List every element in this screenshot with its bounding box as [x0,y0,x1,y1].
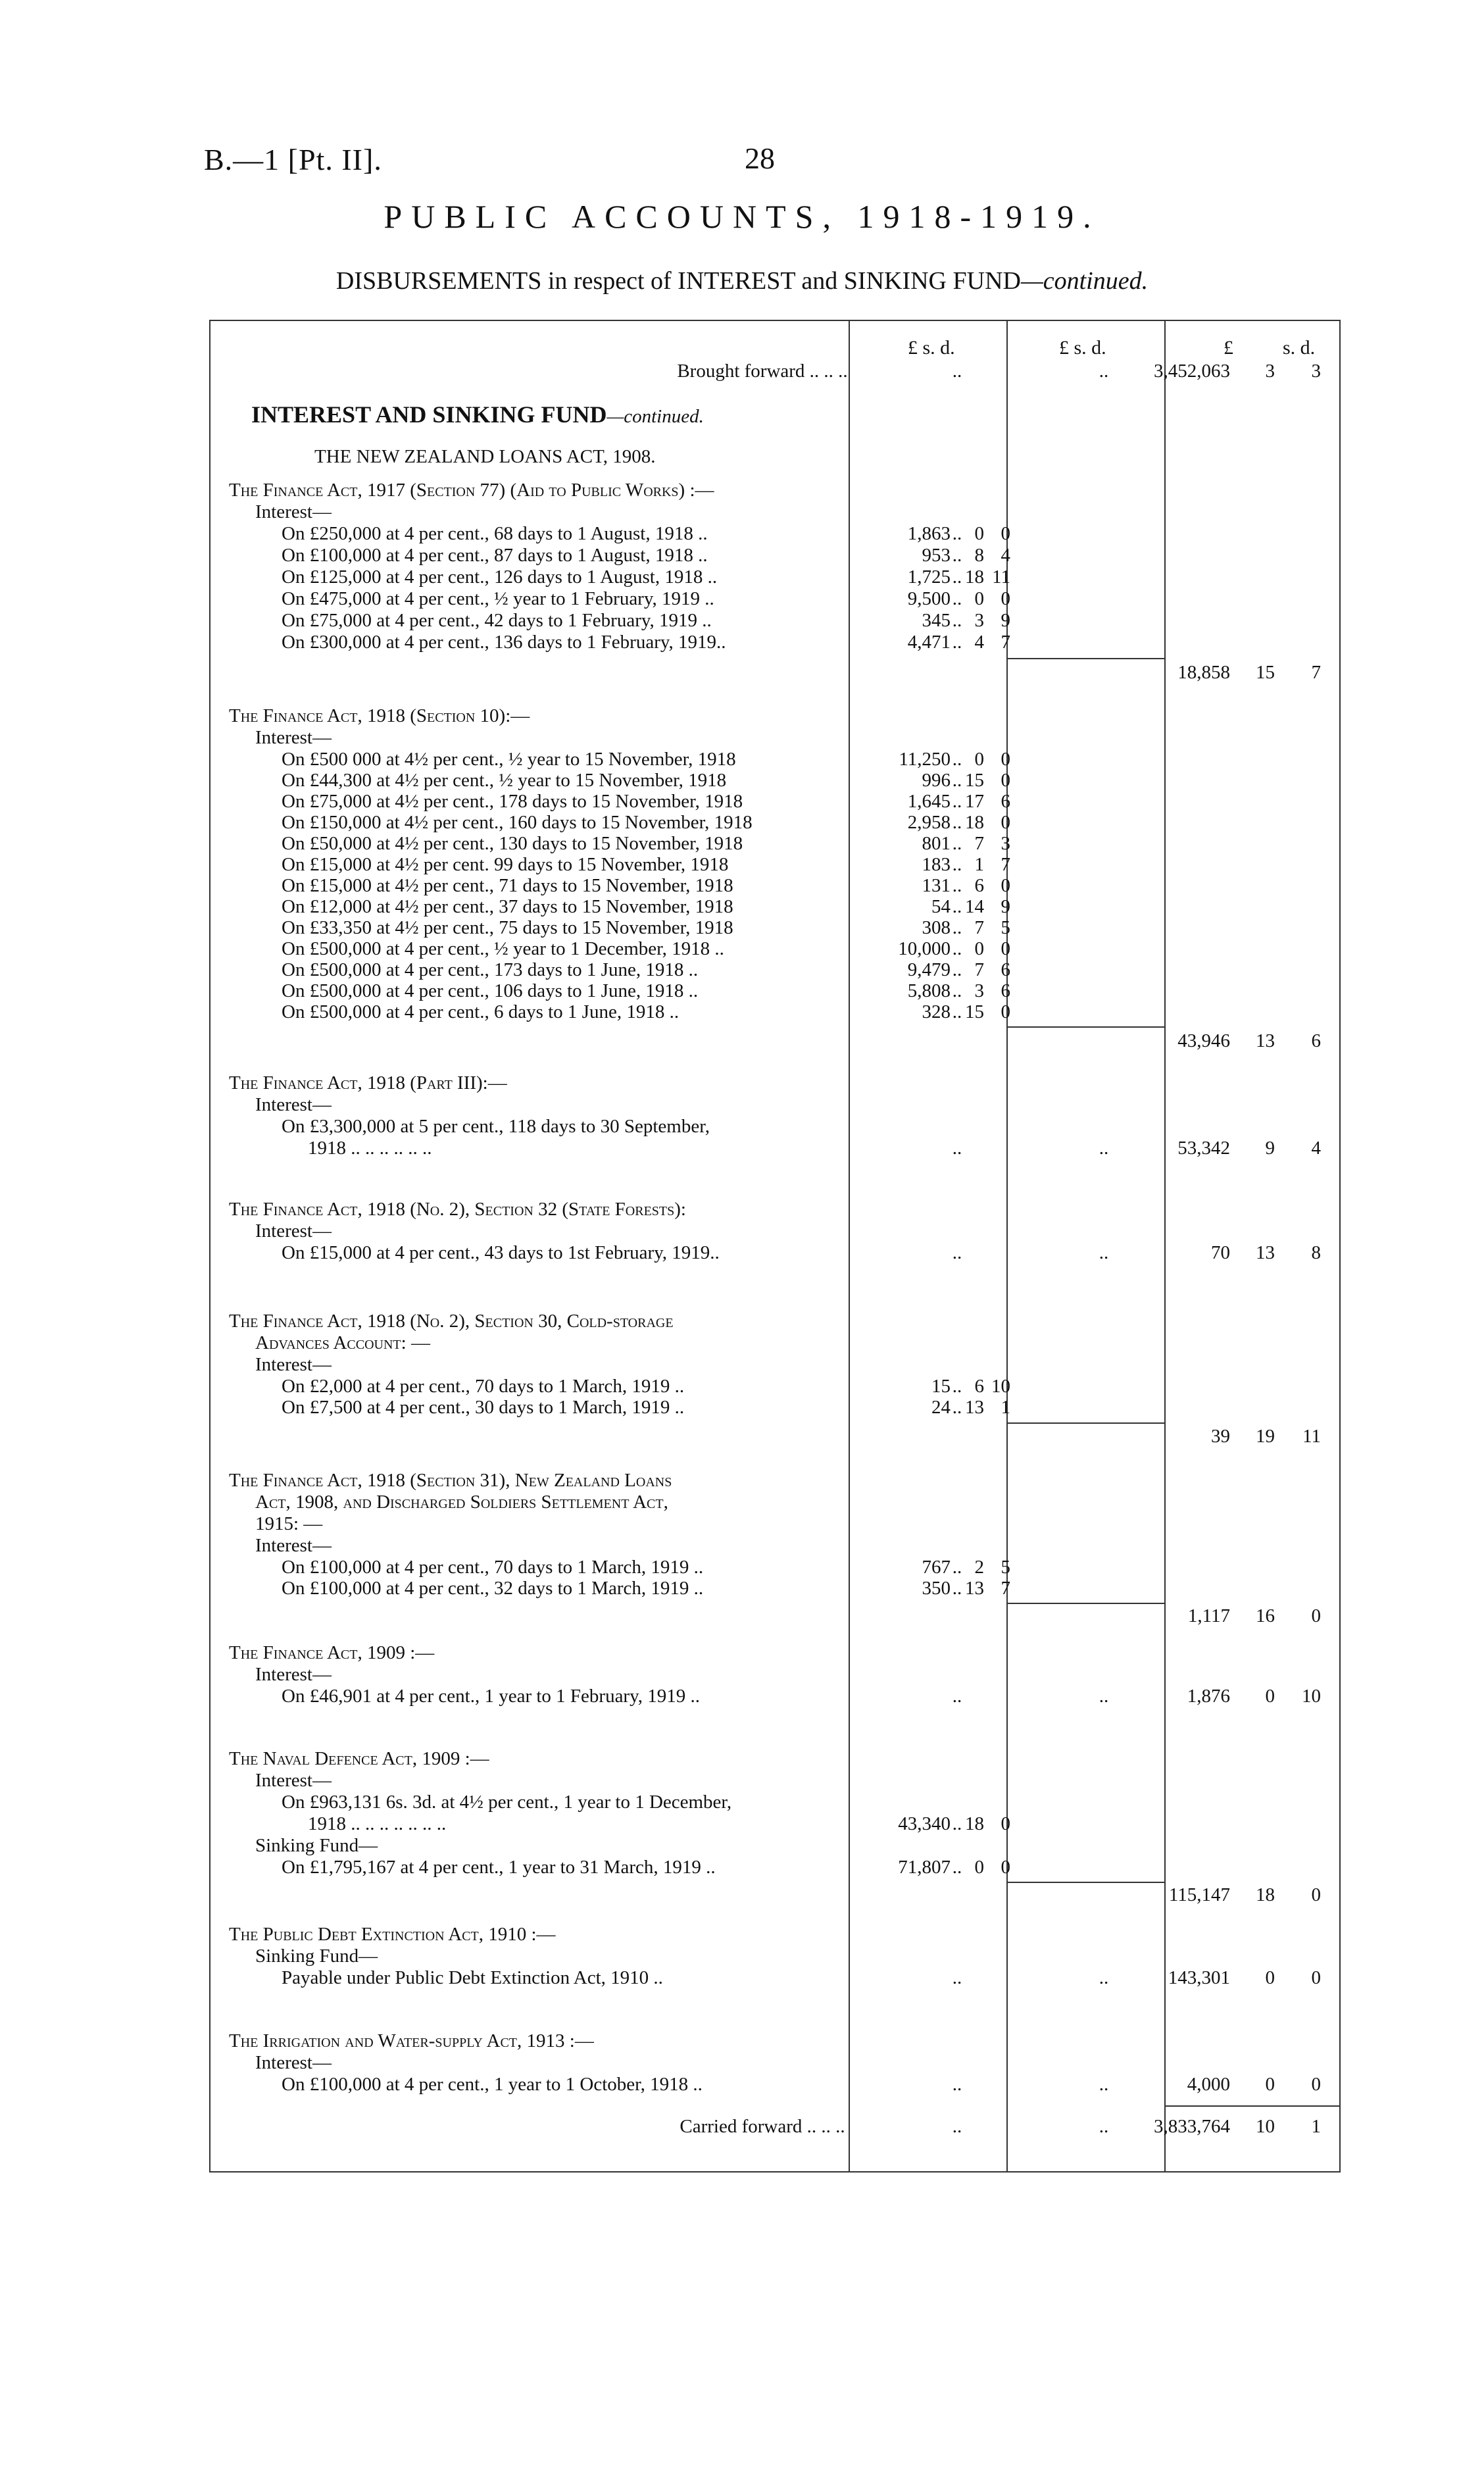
dots: .. [952,1397,962,1418]
s8-sub [209,1834,1341,1857]
dots: .. [952,854,962,875]
item-shillings: 13 [965,1397,984,1418]
s5-sub-text: Interest— [255,1354,332,1375]
s8-total [209,1883,1341,1907]
column-head-2: £ s. d. [1059,337,1106,359]
item-pounds: 43,340 [898,1813,951,1834]
item-pounds: 996 [922,770,951,791]
item-text: On £100,000 at 4 per cent., 70 days to 1 March, 1919 .. [282,1557,704,1578]
brought-forward-pence: 3 [1311,361,1321,382]
s3-line [209,1115,1341,1138]
item-pence: 3 [1001,833,1010,854]
item-shillings: 7 [974,833,984,854]
item-shillings: 0 [974,938,984,959]
item-text: On £250,000 at 4 per cent., 68 days to 1 August, 1918 .. [282,523,708,544]
item-pence: 9 [1001,610,1010,631]
item-pounds: 71,807 [898,1857,951,1878]
item-pence: 0 [1001,812,1010,833]
item-shillings: 18 [965,812,984,833]
col1-dots: .. [952,2116,962,2137]
brought-forward-row [209,359,1341,383]
item-pounds: 131 [922,875,951,896]
item-shillings: 0 [974,588,984,609]
dots: .. [952,980,962,1001]
s8-line [209,1790,1341,1814]
item-pence: 9 [1001,896,1010,917]
item-shillings: 1 [974,854,984,875]
dots: .. [952,1686,962,1707]
item-pounds: 1,725 [907,566,951,588]
s1-item [209,630,1341,654]
item-text: On £75,000 at 4 per cent., 42 days to 1 February, 1919 .. [282,610,712,631]
s1-item [209,565,1341,589]
item-pence: 7 [1001,632,1010,653]
s2-title-text: The Finance Act, 1918 (Section 10):— [229,705,530,726]
page-subtitle [0,266,1484,295]
column-head-1: £ s. d. [908,337,955,359]
item-pounds: 24 [931,1397,951,1418]
total-pence: 0 [1311,1605,1321,1626]
dots: .. [952,812,962,833]
s9-sub-text: Sinking Fund— [255,1946,378,1967]
item-pounds: 767 [922,1557,951,1578]
dots: .. [952,875,962,896]
act-heading-text: THE NEW ZEALAND LOANS ACT, 1908. [314,446,656,467]
item-pounds: 15 [931,1376,951,1397]
s2-title [209,704,1341,728]
s10-line-text: On £100,000 at 4 per cent., 1 year to 1 October, 1918 .. [282,2074,703,2095]
total-pence: 0 [1311,1967,1321,1988]
brought-forward-pounds: 3,452,063 [1154,361,1230,382]
page-section-code: B.—1 [Pt. II]. [204,143,382,176]
subtitle-main: DISBURSEMENTS in respect of INTEREST and SINKING FUND [335,267,1021,295]
s2-sub [209,726,1341,749]
dots: .. [952,566,962,588]
item-pence: 0 [1001,588,1010,609]
item-pounds: 183 [922,854,951,875]
s8-sub-text: Interest— [255,1770,332,1791]
s4-line [209,1241,1341,1265]
dots: .. [952,917,962,938]
item-pounds: 54 [931,896,951,917]
item-pence: 10 [991,1376,1010,1397]
item-shillings: 0 [974,749,984,770]
s1-item [209,609,1341,632]
total-pounds: 115,147 [1168,1884,1230,1905]
item-pence: 5 [1001,1557,1010,1578]
total-pence: 0 [1311,2074,1321,2095]
item-shillings: 0 [974,523,984,544]
item-pence: 7 [1001,854,1010,875]
item-shillings: 7 [974,959,984,980]
dots: .. [952,791,962,812]
total-pounds: 1,117 [1187,1605,1230,1626]
s1-subtotal-rule [1006,658,1164,659]
total-shillings: 0 [1265,2074,1275,2095]
item-pence: 7 [1001,1578,1010,1599]
s2-item [209,958,1341,982]
dots: .. [952,1813,962,1834]
item-pence: 11 [992,566,1010,588]
dots: .. [952,610,962,631]
dots: .. [1099,1138,1109,1159]
dots: .. [952,632,962,653]
carried-forward-row [209,2115,1341,2138]
dots: .. [952,2074,962,2095]
section-heading-continued: —continued. [606,406,704,427]
s1-total [209,661,1341,684]
item-pence: 6 [1001,980,1010,1001]
total-shillings: 15 [1256,662,1275,683]
s7-sub [209,1663,1341,1686]
item-text: On £500 000 at 4½ per cent., ½ year to 15 November, 1918 [282,749,736,770]
s10-title [209,2029,1341,2053]
dots: .. [1099,1686,1109,1707]
s1-sub [209,500,1341,524]
total-pounds: 18,858 [1177,662,1230,683]
item-text: On £150,000 at 4½ per cent., 160 days to 15 November, 1918 [282,812,753,833]
s3-title-text: The Finance Act, 1918 (Part III):— [229,1072,507,1093]
column-head-3-sd: s. d. [1283,337,1316,359]
s2-item [209,747,1341,771]
dots: .. [952,770,962,791]
subtitle-continued: —continued. [1020,267,1149,295]
item-text: On £50,000 at 4½ per cent., 130 days to 15 November, 1918 [282,833,743,854]
s3-line-text: On £3,300,000 at 5 per cent., 118 days to 30 September, [282,1116,710,1137]
dots: .. [1099,1967,1109,1988]
s8-title [209,1747,1341,1771]
s10-line [209,2072,1341,2096]
page-number: 28 [745,141,775,175]
s6-sub-text: Interest— [255,1535,332,1556]
dots: .. [952,1376,962,1397]
item-pence: 0 [1001,523,1010,544]
total-pence: 7 [1311,662,1321,683]
total-shillings: 18 [1256,1884,1275,1905]
dots: .. [1099,1242,1109,1263]
item-shillings: 8 [974,545,984,566]
item-shillings: 2 [974,1557,984,1578]
s6-title-text: The Finance Act, 1918 (Section 31), New Zealand Loans [229,1470,672,1491]
brought-forward-label: Brought forward .. .. .. [677,361,848,382]
s1-item [209,522,1341,545]
item-pence: 0 [1001,770,1010,791]
item-pounds: 1,645 [907,791,951,812]
dots: .. [952,833,962,854]
item-pence: 0 [1001,938,1010,959]
s6-title [209,1469,1341,1492]
s6-item [209,1576,1341,1600]
item-text: On £500,000 at 4 per cent., 6 days to 1 June, 1918 .. [282,1001,680,1022]
total-shillings: 0 [1265,1686,1275,1707]
s3-line [209,1136,1341,1160]
s5-subtotal-rule [1006,1422,1164,1424]
item-pounds: 308 [922,917,951,938]
total-shillings: 9 [1265,1138,1275,1159]
s2-item [209,874,1341,897]
s10-sub [209,2051,1341,2074]
s5-title [209,1331,1341,1355]
dots: .. [952,1138,962,1159]
s1-title-text: The Finance Act, 1917 (Section 77) (Aid to Public Works) :— [229,480,714,501]
s5-title-text: The Finance Act, 1918 (No. 2), Section 30, Cold-storage [229,1311,674,1332]
col2-dots: .. [1099,2116,1109,2137]
s8-item [209,1812,1341,1836]
s2-item [209,979,1341,1003]
dots: .. [952,959,962,980]
s7-line [209,1684,1341,1708]
s6-sub [209,1534,1341,1557]
s2-item [209,895,1341,918]
total-pence: 4 [1311,1138,1321,1159]
s6-title-text: Act, 1908, and Discharged Soldiers Settlement Act, [255,1492,668,1513]
dots: .. [952,523,962,544]
item-pounds: 345 [922,610,951,631]
dots: .. [952,1967,962,1988]
item-pence: 0 [1001,1857,1010,1878]
s5-total [209,1424,1341,1448]
item-shillings: 18 [965,1813,984,1834]
item-text: On £15,000 at 4½ per cent. 99 days to 15 November, 1918 [282,854,729,875]
item-pounds: 11,250 [899,749,951,770]
page-title: PUBLIC ACCOUNTS, 1918-1919. [383,198,1101,235]
dots: .. [952,1857,962,1878]
s7-sub-text: Interest— [255,1664,332,1685]
s1-title [209,478,1341,502]
s6-item [209,1555,1341,1579]
item-shillings: 15 [965,1001,984,1022]
total-pence: 6 [1311,1030,1321,1051]
item-shillings: 7 [974,917,984,938]
total-pounds: 70 [1211,1242,1230,1263]
s1-item [209,543,1341,567]
s8-line-text: On £963,131 6s. 3d. at 4½ per cent., 1 year to 1 December, [282,1792,732,1813]
s1-sub-text: Interest— [255,501,332,522]
s4-title-text: The Finance Act, 1918 (No. 2), Section 32 (State Forests): [229,1199,686,1220]
carried-forward-pence: 1 [1311,2116,1321,2137]
item-pounds: 2,958 [907,812,951,833]
s8-title-text: The Naval Defence Act, 1909 :— [229,1748,489,1769]
item-text: On £7,500 at 4 per cent., 30 days to 1 March, 1919 .. [282,1397,685,1418]
s7-title-text: The Finance Act, 1909 :— [229,1642,435,1663]
item-shillings: 0 [974,1857,984,1878]
brought-forward-shillings: 3 [1265,361,1275,382]
carried-forward-shillings: 10 [1256,2116,1275,2137]
s2-total [209,1029,1341,1053]
s2-item [209,937,1341,961]
s4-sub-text: Interest— [255,1220,332,1242]
s6-title [209,1490,1341,1514]
item-text: On £75,000 at 4½ per cent., 178 days to 15 November, 1918 [282,791,743,812]
item-shillings: 3 [974,610,984,631]
item-pounds: 5,808 [907,980,951,1001]
table-bottom-rule [209,2171,1341,2173]
total-pence: 10 [1302,1686,1321,1707]
item-pence: 1 [1001,1397,1010,1418]
item-text: On £100,000 at 4 per cent., 87 days to 1 August, 1918 .. [282,545,708,566]
s5-sub [209,1353,1341,1376]
s4-sub [209,1219,1341,1243]
item-text: On £100,000 at 4 per cent., 32 days to 1 March, 1919 .. [282,1578,704,1599]
item-shillings: 17 [965,791,984,812]
item-text: On £44,300 at 4½ per cent., ½ year to 15 November, 1918 [282,770,727,791]
s3-sub [209,1093,1341,1117]
s9-line [209,1966,1341,1990]
s6-title [209,1512,1341,1536]
total-pounds: 1,876 [1187,1686,1230,1707]
item-text: On £12,000 at 4½ per cent., 37 days to 15 November, 1918 [282,896,733,917]
item-shillings: 13 [965,1578,984,1599]
total-shillings: 16 [1256,1605,1275,1626]
total-pence: 0 [1311,1884,1321,1905]
item-text: On £300,000 at 4 per cent., 136 days to 1 February, 1919.. [282,632,726,653]
item-pounds: 9,500 [907,588,951,609]
total-pounds: 143,301 [1168,1967,1230,1988]
item-pence: 5 [1001,917,1010,938]
carried-forward-label: Carried forward .. .. .. [680,2116,845,2137]
s3-line-text: 1918 .. .. .. .. .. .. [308,1138,432,1159]
s2-item [209,811,1341,834]
s4-title [209,1197,1341,1221]
s8-item [209,1855,1341,1879]
item-pounds: 1,863 [907,523,951,544]
item-text: 1918 .. .. .. .. .. .. .. [308,1813,447,1834]
s8-sub [209,1769,1341,1792]
s7-line-text: On £46,901 at 4 per cent., 1 year to 1 February, 1919 .. [282,1686,700,1707]
item-pounds: 350 [922,1578,951,1599]
s2-item [209,1000,1341,1024]
item-pence: 6 [1001,791,1010,812]
s5-item [209,1374,1341,1398]
act-heading [209,445,1341,468]
carried-forward-pounds: 3,833,764 [1154,2116,1230,2137]
s2-item [209,916,1341,940]
item-text: On £15,000 at 4½ per cent., 71 days to 15 November, 1918 [282,875,733,896]
item-shillings: 4 [974,632,984,653]
item-shillings: 18 [965,566,984,588]
s9-title [209,1922,1341,1946]
dots: .. [952,1557,962,1578]
item-text: On £125,000 at 4 per cent., 126 days to 1 August, 1918 .. [282,566,718,588]
total-pence: 8 [1311,1242,1321,1263]
item-pounds: 801 [922,833,951,854]
dots: .. [952,749,962,770]
item-pounds: 328 [922,1001,951,1022]
s2-item [209,790,1341,813]
s10-sub-text: Interest— [255,2052,332,2073]
s10-title-text: The Irrigation and Water-supply Act, 1913 :— [229,2030,594,2051]
column-head-3-pounds: £ [1224,337,1233,359]
s8-sub-text: Sinking Fund— [255,1835,378,1856]
item-shillings: 6 [974,1376,984,1397]
item-shillings: 3 [974,980,984,1001]
total-shillings: 19 [1256,1426,1275,1447]
total-pence: 11 [1302,1426,1321,1447]
s2-sub-text: Interest— [255,727,332,748]
total-shillings: 13 [1256,1030,1275,1051]
s6-title-text: 1915: — [255,1513,323,1534]
s7-title [209,1641,1341,1665]
dots: .. [952,1242,962,1263]
col1-dots: .. [952,361,962,382]
item-shillings: 15 [965,770,984,791]
dots: .. [952,896,962,917]
item-pence: 0 [1001,875,1010,896]
s5-title-text: Advances Account: — [255,1332,430,1353]
s2-subtotal-rule [1006,1026,1164,1028]
item-text: On £475,000 at 4 per cent., ½ year to 1 February, 1919 .. [282,588,714,609]
s9-title-text: The Public Debt Extinction Act, 1910 :— [229,1924,556,1945]
item-text: On £1,795,167 at 4 per cent., 1 year to 31 March, 1919 .. [282,1857,716,1878]
total-pounds: 39 [1211,1426,1230,1447]
item-text: On £33,350 at 4½ per cent., 75 days to 15 November, 1918 [282,917,733,938]
s5-item [209,1395,1341,1419]
s9-sub [209,1944,1341,1968]
item-pounds: 9,479 [907,959,951,980]
s2-item [209,768,1341,792]
s3-title [209,1071,1341,1095]
item-shillings: 6 [974,875,984,896]
total-pounds: 43,946 [1177,1030,1230,1051]
item-pounds: 953 [922,545,951,566]
item-text: On £500,000 at 4 per cent., 106 days to 1 June, 1918 .. [282,980,699,1001]
col2-dots: .. [1099,361,1109,382]
dots: .. [952,545,962,566]
total-shillings: 0 [1265,1967,1275,1988]
s6-total [209,1604,1341,1628]
total-shillings: 13 [1256,1242,1275,1263]
item-pence: 0 [1001,1813,1010,1834]
s3-sub-text: Interest— [255,1094,332,1115]
total-pounds: 4,000 [1187,2074,1230,2095]
item-shillings: 14 [965,896,984,917]
s9-line-text: Payable under Public Debt Extinction Act, 1910 .. [282,1967,663,1988]
total-pounds: 53,342 [1177,1138,1230,1159]
s5-title [209,1309,1341,1333]
dots: .. [952,1578,962,1599]
grand-total-rule [1164,2105,1339,2107]
s2-item [209,853,1341,876]
section-heading-main: INTEREST AND SINKING FUND [251,401,607,428]
item-text: On £500,000 at 4 per cent., 173 days to 1 June, 1918 .. [282,959,699,980]
item-pounds: 4,471 [907,632,951,653]
item-pence: 0 [1001,749,1010,770]
s1-item [209,587,1341,611]
item-text: On £2,000 at 4 per cent., 70 days to 1 March, 1919 .. [282,1376,685,1397]
s4-line-text: On £15,000 at 4 per cent., 43 days to 1st February, 1919.. [282,1242,720,1263]
table-top-rule [209,320,1341,321]
dots: .. [952,1001,962,1022]
s2-item [209,832,1341,855]
dots: .. [1099,2074,1109,2095]
item-pence: 6 [1001,959,1010,980]
item-pence: 4 [1001,545,1010,566]
dots: .. [952,588,962,609]
item-pounds: 10,000 [898,938,951,959]
dots: .. [952,938,962,959]
item-text: On £500,000 at 4 per cent., ½ year to 1 December, 1918 .. [282,938,724,959]
item-pence: 0 [1001,1001,1010,1022]
section-heading [209,400,1341,429]
